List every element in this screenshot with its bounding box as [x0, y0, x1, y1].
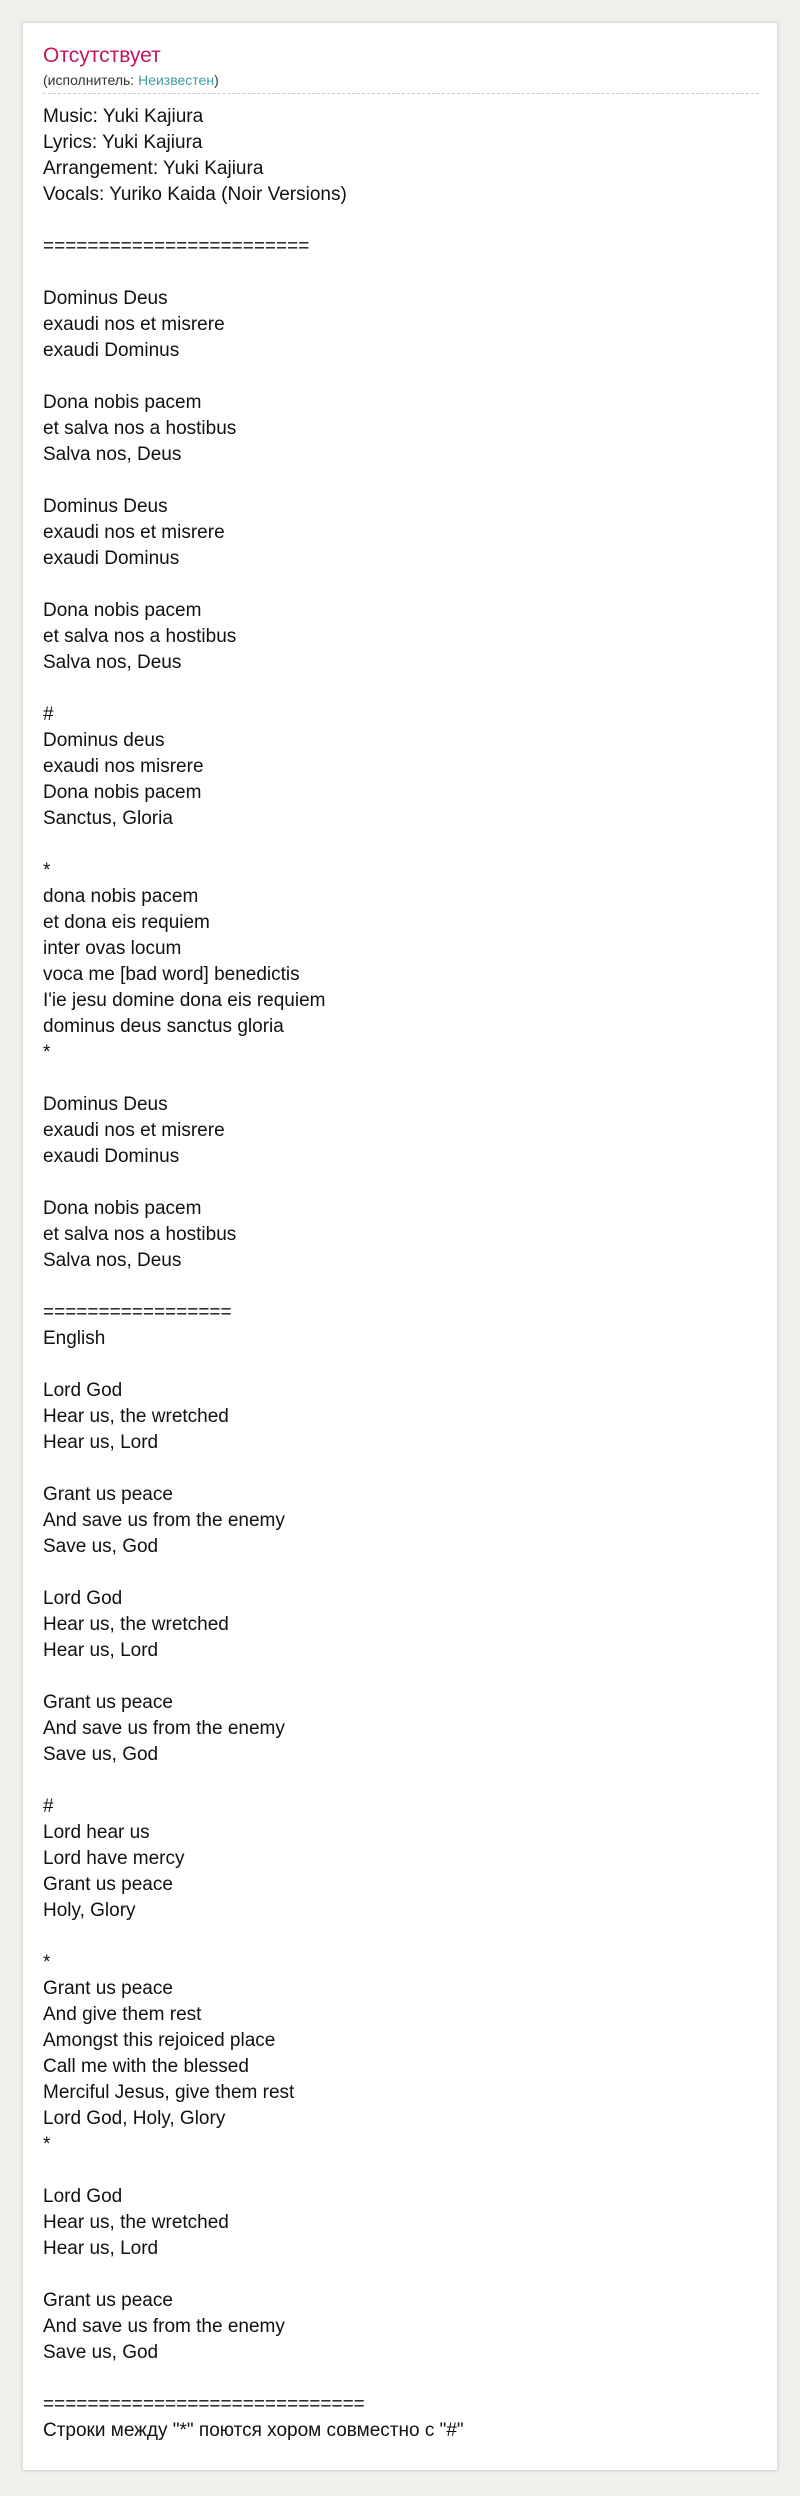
lyric-line: Hear us, the wretched [43, 1614, 229, 1635]
lyric-line: Dona nobis pacem [43, 782, 202, 803]
lyric-line: Dominus Deus [43, 288, 168, 309]
lyric-line: Dona nobis pacem [43, 392, 202, 413]
lyric-line: Save us, God [43, 2342, 159, 2363]
lyric-line: et salva nos a hostibus [43, 418, 237, 439]
lyric-line: et salva nos a hostibus [43, 1224, 237, 1245]
blank-line [43, 468, 759, 494]
lyric-line: Grant us peace [43, 1692, 173, 1713]
lyric-line: Lyrics: Yuki Kajiura [43, 132, 203, 153]
blank-line [43, 1170, 759, 1196]
blank-line [43, 1456, 759, 1482]
lyric-line: exaudi nos misrere [43, 756, 204, 777]
blank-line [43, 1352, 759, 1378]
blank-line [43, 208, 759, 234]
lyric-line: et salva nos a hostibus [43, 626, 237, 647]
lyric-line: And save us from the enemy [43, 1718, 285, 1739]
lyric-line: Save us, God [43, 1536, 159, 1557]
lyric-line: inter ovas locum [43, 938, 182, 959]
lyric-line: # [43, 1796, 54, 1817]
lyric-line: Save us, God [43, 1744, 159, 1765]
blank-line [43, 260, 759, 286]
blank-line [43, 2262, 759, 2288]
blank-line [43, 1560, 759, 1586]
blank-line [43, 676, 759, 702]
blank-line [43, 2366, 759, 2392]
blank-line [43, 832, 759, 858]
lyric-line: * [43, 860, 51, 881]
lyric-line: Grant us peace [43, 2290, 173, 2311]
lyric-line: exaudi Dominus [43, 1146, 180, 1167]
blank-line [43, 1768, 759, 1794]
lyric-line: Salva nos, Deus [43, 1250, 182, 1271]
lyrics-card [22, 22, 778, 2471]
lyric-line: exaudi Dominus [43, 340, 180, 361]
lyric-line: dona nobis pacem [43, 886, 199, 907]
lyric-line: Vocals: Yuriko Kaida (Noir Versions) [43, 184, 347, 205]
lyrics-body [43, 104, 759, 2444]
lyric-line: exaudi nos et misrere [43, 522, 225, 543]
lyric-line: And save us from the enemy [43, 1510, 285, 1531]
song-title: Отсутствует [43, 44, 161, 67]
lyric-line: Music: Yuki Kajiura [43, 106, 204, 127]
lyric-line: Grant us peace [43, 1484, 173, 1505]
title-divider [43, 93, 759, 94]
lyric-line: exaudi nos et misrere [43, 1120, 225, 1141]
lyric-line: Hear us, the wretched [43, 2212, 229, 2233]
lyric-line: Holy, Glory [43, 1900, 136, 1921]
blank-line [43, 364, 759, 390]
lyric-line: dominus deus sanctus gloria [43, 1016, 284, 1037]
lyric-line: voca me [bad word] benedictis [43, 964, 300, 985]
lyric-line: Dominus Deus [43, 496, 168, 517]
blank-line [43, 1066, 759, 1092]
lyric-line: Hear us, Lord [43, 1432, 159, 1453]
lyric-line: Lord hear us [43, 1822, 150, 1843]
lyric-line: Hear us, Lord [43, 1640, 159, 1661]
lyric-line: Lord God, Holy, Glory [43, 2108, 226, 2129]
lyric-line: # [43, 704, 54, 725]
blank-line [43, 2158, 759, 2184]
lyric-line: Lord God [43, 2186, 123, 2207]
lyric-line: Dominus Deus [43, 1094, 168, 1115]
lyric-line: Salva nos, Deus [43, 652, 182, 673]
lyric-line: * [43, 1042, 51, 1063]
lyric-line: Lord have mercy [43, 1848, 185, 1869]
artist-prefix: (исполнитель: [43, 72, 139, 88]
lyric-line: Строки между "*" поются хором совместно с "#" [43, 2420, 464, 2441]
lyric-line: I'ie jesu domine dona eis requiem [43, 990, 326, 1011]
lyric-line: Dominus deus [43, 730, 165, 751]
lyric-line: And save us from the enemy [43, 2316, 285, 2337]
lyric-line: Grant us peace [43, 1978, 173, 1999]
blank-line [43, 1274, 759, 1300]
lyric-line: * [43, 1952, 51, 1973]
lyric-line: Hear us, the wretched [43, 1406, 229, 1427]
lyric-line: Sanctus, Gloria [43, 808, 173, 829]
blank-line [43, 1924, 759, 1950]
lyric-line: And give them rest [43, 2004, 202, 2025]
lyric-line: exaudi Dominus [43, 548, 180, 569]
lyric-line: ============================= [43, 2394, 365, 2415]
lyric-line: Lord God [43, 1588, 123, 1609]
lyric-line: English [43, 1328, 106, 1349]
lyric-line: ================= [43, 1302, 232, 1323]
lyric-line: * [43, 2134, 51, 2155]
lyric-line: Amongst this rejoiced place [43, 2030, 276, 2051]
lyric-line: Dona nobis pacem [43, 1198, 202, 1219]
lyric-line: Salva nos, Deus [43, 444, 182, 465]
blank-line [43, 1664, 759, 1690]
artist-link[interactable]: Неизвестен [138, 72, 215, 88]
lyric-line: Merciful Jesus, give them rest [43, 2082, 295, 2103]
lyric-line: ======================== [43, 236, 310, 257]
lyric-line: exaudi nos et misrere [43, 314, 225, 335]
artist-line [43, 71, 219, 89]
lyric-line: et dona eis requiem [43, 912, 210, 933]
lyric-line: Grant us peace [43, 1874, 173, 1895]
lyric-line: Hear us, Lord [43, 2238, 159, 2259]
lyric-line: Arrangement: Yuki Kajiura [43, 158, 264, 179]
lyric-line: Lord God [43, 1380, 123, 1401]
artist-suffix: ) [214, 72, 219, 88]
lyric-line: Call me with the blessed [43, 2056, 249, 2077]
lyric-line: Dona nobis pacem [43, 600, 202, 621]
blank-line [43, 572, 759, 598]
